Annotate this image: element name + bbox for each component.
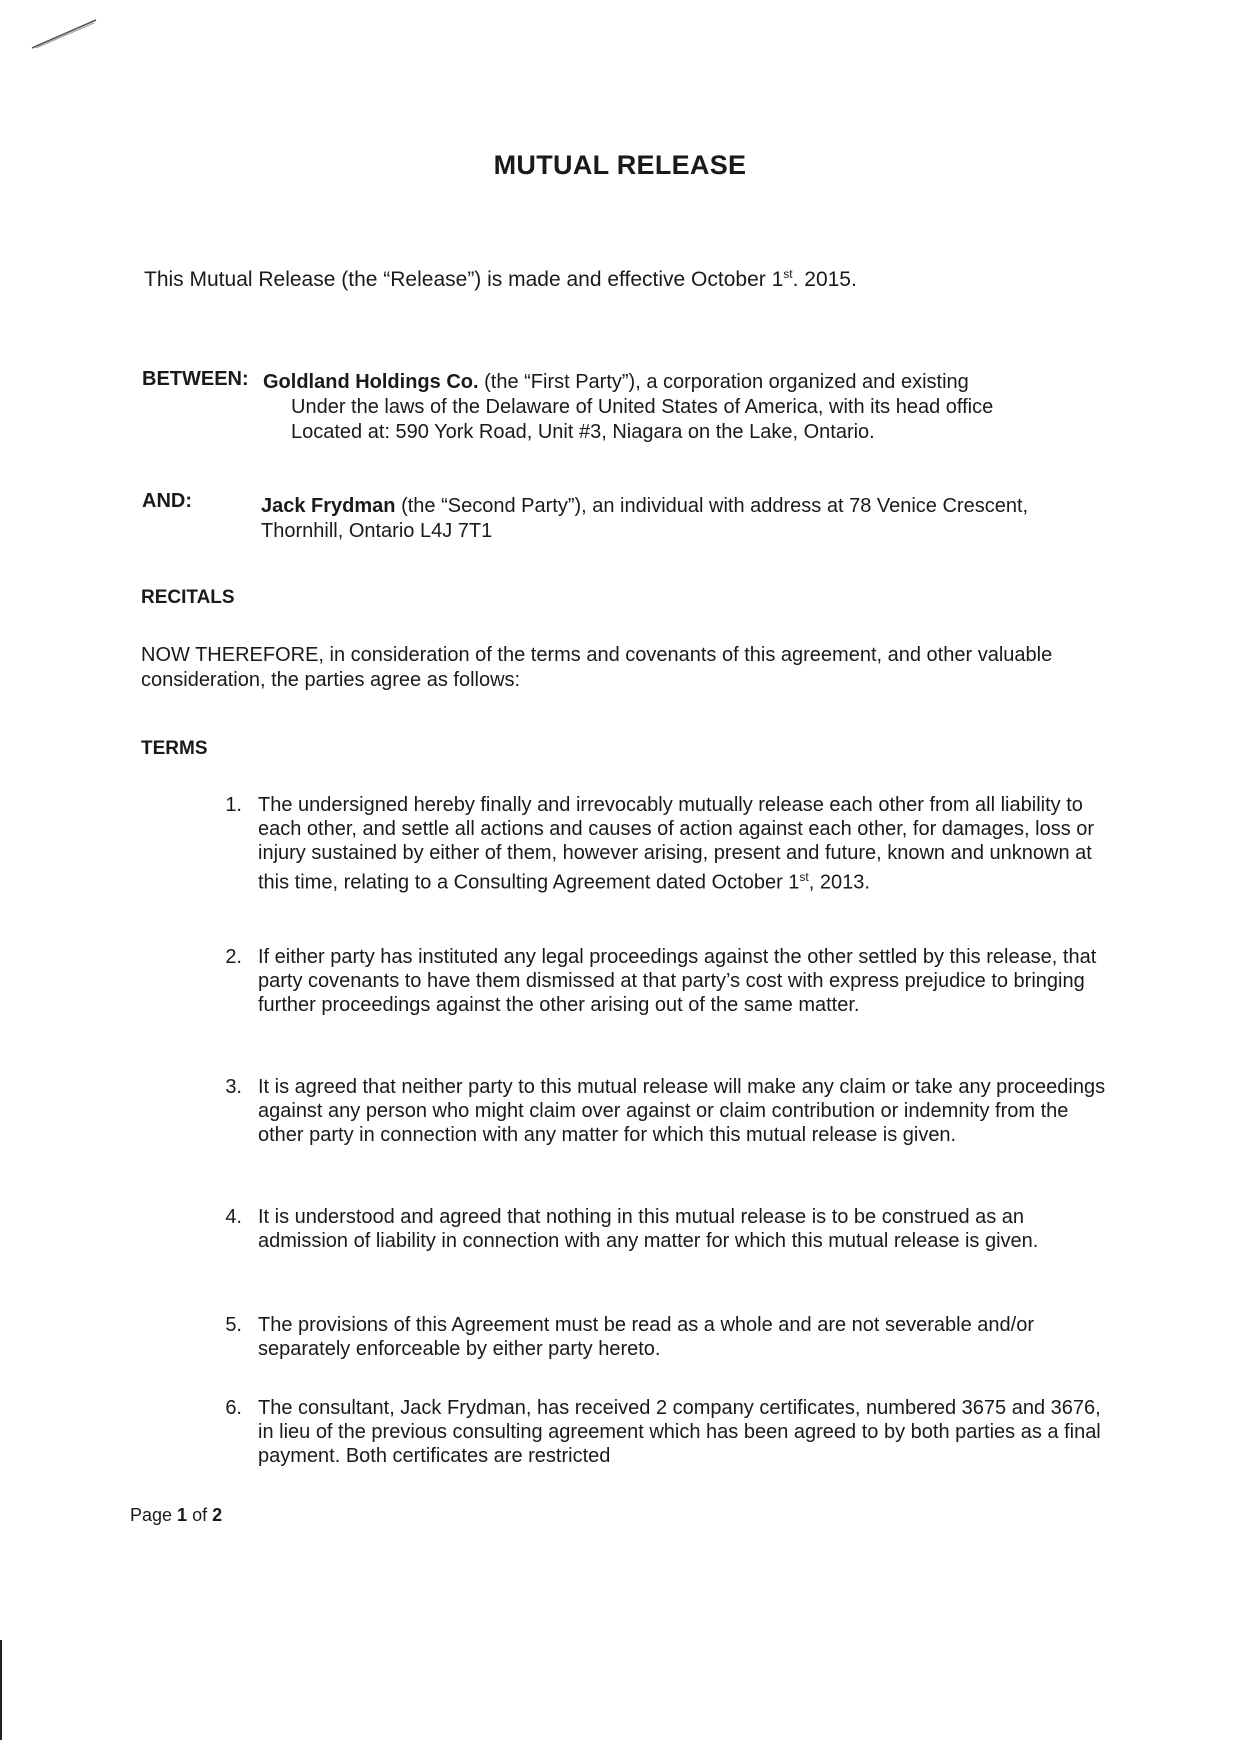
second-party-desc: (the “Second Party”), an individual with address at 78 Venice Crescent, Thornhill, Ontario L4J 7T1 — [261, 495, 1029, 542]
second-party-name: Jack Frydman — [261, 495, 396, 517]
second-party-paragraph — [261, 494, 1041, 544]
term-text: The undersigned hereby finally and irrevocably mutually release each other from all liability to each other, and settle all actions and causes of action against each other, for damages, loss or injury sustained by either of them, however arising, present and future, known and unknown at this time, relating to a Consulting Agreement dated October 1st, 2013. — [258, 794, 1095, 894]
page-current: 1 — [177, 1505, 188, 1525]
term-text: The consultant, Jack Frydman, has received 2 company certificates, numbered 3675 and 3676, in lieu of the previous consulting agreement which has been agreed to by both parties as a final payment. Both certificates are restricted — [258, 1397, 1101, 1467]
recitals-heading: RECITALS — [141, 587, 235, 608]
term-number: 1. — [225, 794, 242, 816]
between-address — [291, 395, 993, 445]
term-text: It is agreed that neither party to this mutual release will make any claim or take any proceedings against any person who might claim over against or claim contribution or indemnity from the other party in connection with any matter for which this mutual release is given. — [258, 1076, 1106, 1146]
recitals-text: NOW THEREFORE, in consideration of the terms and covenants of this agreement, and other valuable consideration, the parties agree as follows: — [141, 644, 1053, 691]
terms-heading: TERMS — [141, 738, 208, 759]
term-number: 6. — [225, 1397, 242, 1419]
and-label: AND: — [142, 490, 192, 512]
document-title: MUTUAL RELEASE — [493, 150, 747, 180]
first-party-name: Goldland Holdings Co. — [263, 371, 479, 393]
pen-stroke-mark — [30, 18, 100, 52]
term-number: 2. — [225, 946, 242, 968]
first-party-desc: (the “First Party”), a corporation organized and existing — [478, 371, 969, 393]
intro-text: This Mutual Release (the “Release”) is made and effective October 1 — [144, 268, 784, 291]
term-date-suffix: st — [799, 870, 809, 884]
term-number: 5. — [225, 1314, 242, 1336]
intro-paragraph — [144, 267, 857, 292]
between-label: BETWEEN: — [142, 368, 249, 390]
intro-date-suffix: st — [783, 267, 793, 281]
term-text: It is understood and agreed that nothing in this mutual release is to be construed as an admission of liability in connection with any matter for which this mutual release is given. — [258, 1206, 1039, 1252]
term-text: The provisions of this Agreement must be read as a whole and are not severable and/or separately enforceable by either party hereto. — [258, 1314, 1035, 1360]
between-line-3: Located at: 590 York Road, Unit #3, Niagara on the Lake, Ontario. — [291, 421, 875, 443]
term-number: 4. — [225, 1206, 242, 1228]
page-total: 2 — [212, 1505, 223, 1525]
term-number: 3. — [225, 1076, 242, 1098]
intro-tail: . 2015. — [792, 268, 857, 291]
between-line-2: Under the laws of the Delaware of United States of America, with its head office — [291, 396, 994, 418]
page-number: Page 1 of 2 — [130, 1505, 223, 1525]
scan-edge-mark — [0, 1640, 2, 1740]
between-first-line — [263, 370, 969, 395]
term-text: If either party has instituted any legal proceedings against the other settled by this release, that party covenants to have them dismissed at that party’s cost with express prejudice to bringing further proceedings against the other arising out of the same matter. — [258, 946, 1097, 1016]
